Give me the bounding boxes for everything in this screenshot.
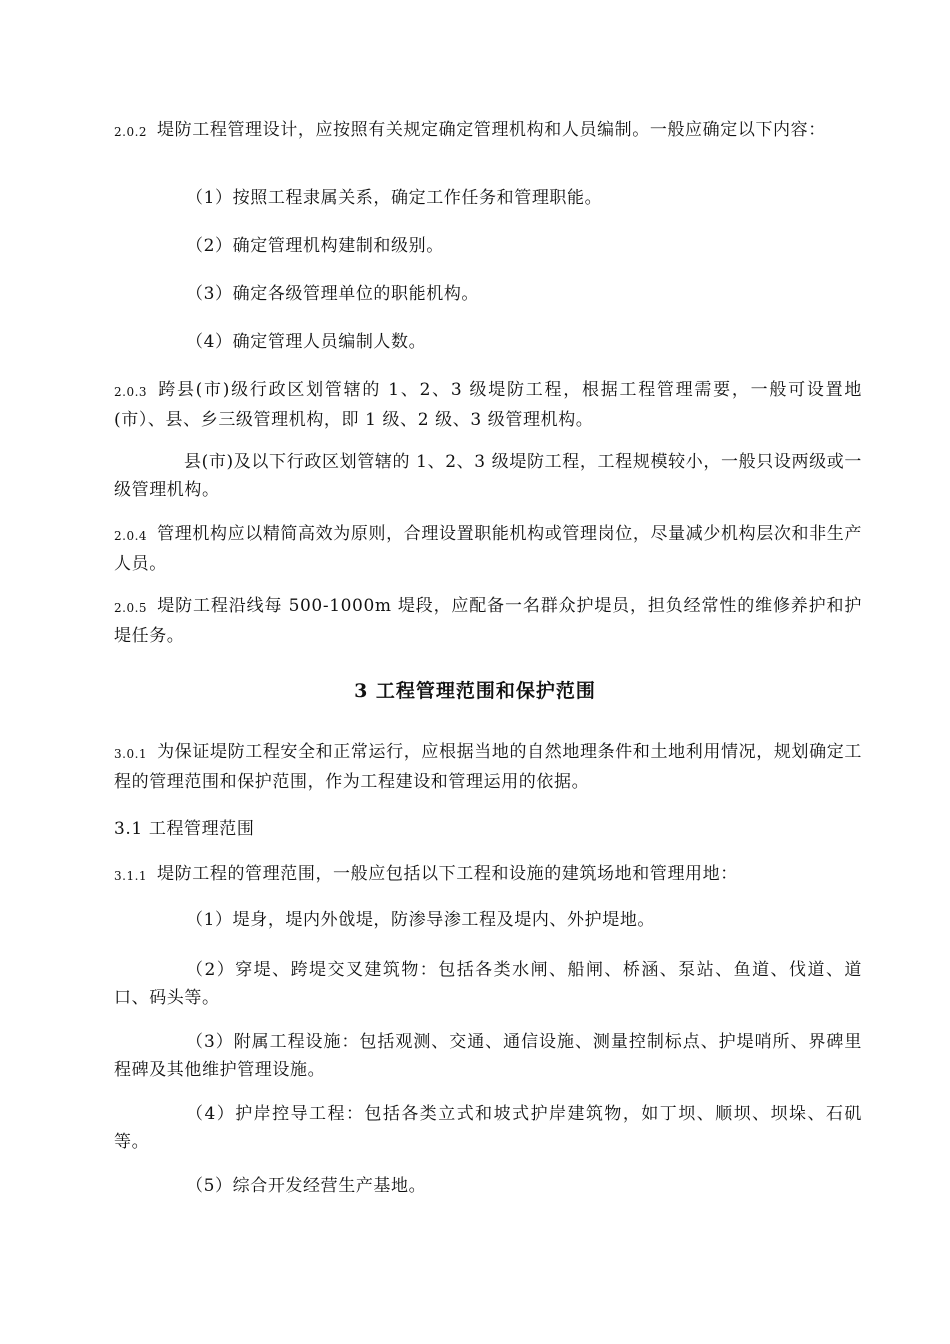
clause-2-0-5 (114, 592, 862, 650)
clause-text: 堤防工程沿线每 500-1000m 堤段，应配备一名群众护堤员，担负经常性的维修养护和护堤任务。 (114, 596, 862, 646)
clause-number: 3.1.1 (114, 869, 148, 883)
clause-text: 堤防工程的管理范围，一般应包括以下工程和设施的建筑场地和管理用地： (157, 864, 738, 884)
clause-2-0-4 (114, 520, 862, 578)
list-item: （3）附属工程设施：包括观测、交通、通信设施、测量控制标点、护堤哨所、界碑里程碑及其他维护管理设施。 (114, 1032, 862, 1080)
list-item: （3）确定各级管理单位的职能机构。 (186, 284, 480, 304)
clause-2-0-2 (114, 116, 862, 146)
list-item: （1）堤身，堤内外戗堤，防渗导渗工程及堤内、外护堤地。 (186, 910, 656, 930)
list-item: （4）护岸控导工程：包括各类立式和坡式护岸建筑物，如丁坝、顺坝、坝垛、石矶等。 (114, 1104, 862, 1152)
clause-text: 堤防工程管理设计，应按照有关规定确定管理机构和人员编制。一般应确定以下内容： (157, 120, 826, 140)
clause-3-0-1 (114, 738, 862, 796)
clause-number: 3.0.1 (114, 747, 148, 761)
clause-number: 2.0.2 (114, 125, 148, 139)
clause-2-0-3 (114, 376, 862, 434)
clause-number: 2.0.4 (114, 529, 148, 543)
chapter-title: 3 工程管理范围和保护范围 (354, 680, 596, 702)
list-item: （2）确定管理机构建制和级别。 (186, 236, 444, 256)
section-heading: 3.1 工程管理范围 (114, 819, 255, 839)
clause-text: 跨县(市)级行政区划管辖的 1、2、3 级堤防工程，根据工程管理需要，一般可设置地(市）、县、乡三级管理机构，即 1 级、2 级、3 级管理机构。 (114, 380, 862, 430)
paragraph: 县(市)及以下行政区划管辖的 1、2、3 级堤防工程，工程规模较小，一般只设两级或一级管理机构。 (114, 452, 862, 500)
clause-text: 为保证堤防工程安全和正常运行，应根据当地的自然地理条件和土地利用情况，规划确定工程的管理范围和保护范围，作为工程建设和管理运用的依据。 (114, 742, 862, 792)
clause-text: 管理机构应以精简高效为原则，合理设置职能机构或管理岗位，尽量减少机构层次和非生产人员。 (114, 524, 862, 574)
clause-3-1-1 (114, 860, 862, 890)
list-item: （2）穿堤、跨堤交叉建筑物：包括各类水闸、船闸、桥涵、泵站、鱼道、伐道、道口、码头等。 (114, 960, 862, 1008)
list-item: （5）综合开发经营生产基地。 (186, 1176, 427, 1196)
list-item: （4）确定管理人员编制人数。 (186, 332, 427, 352)
clause-number: 2.0.5 (114, 601, 148, 615)
list-item: （1）按照工程隶属关系，确定工作任务和管理职能。 (186, 188, 603, 208)
clause-number: 2.0.3 (114, 385, 148, 399)
